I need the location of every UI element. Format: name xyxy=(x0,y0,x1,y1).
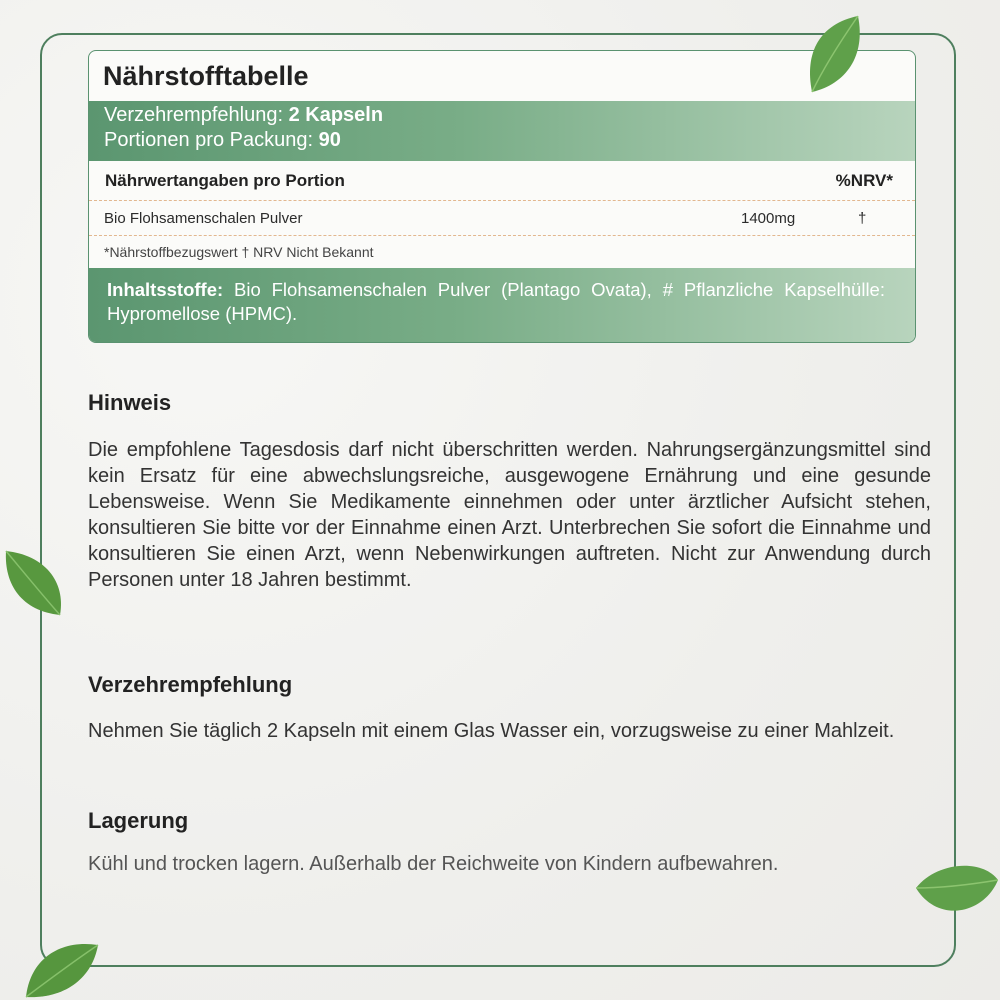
verzehr-text: Nehmen Sie täglich 2 Kapseln mit einem Glas Wasser ein, vorzugsweise zu einer Mahlzeit. xyxy=(88,720,895,742)
serving-info xyxy=(89,101,915,161)
lagerung-section xyxy=(88,808,931,877)
ingredients xyxy=(89,268,915,343)
lagerung-title: Lagerung xyxy=(88,808,189,833)
serving-label: Verzehrempfehlung: xyxy=(104,104,284,126)
table-footnote: *Nährstoffbezugswert † NRV Nicht Bekannt xyxy=(104,244,374,260)
leaf-icon xyxy=(20,935,100,1000)
row-nrv: † xyxy=(858,209,867,227)
leaf-icon xyxy=(912,858,1000,928)
row-name: Bio Flohsamenschalen Pulver xyxy=(104,209,303,227)
header-nrv: %NRV* xyxy=(835,170,893,190)
verzehr-title: Verzehrempfehlung xyxy=(88,672,293,697)
lagerung-text: Kühl und trocken lagern. Außerhalb der Reichweite von Kindern aufbewahren. xyxy=(88,853,779,875)
serving-line xyxy=(104,103,915,128)
ingredients-text: Bio Flohsamenschalen Pulver (Plantago Ovata), # Pflanzliche Kapselhülle: Hypromellose (HPMC). xyxy=(107,279,885,324)
hinweis-section xyxy=(88,390,931,593)
hinweis-text: Die empfohlene Tagesdosis darf nicht überschritten werden. Nahrungsergänzungsmittel sind kein Ersatz für eine abwechslungsreiche, ausgewogene Ernährung und eine gesunde Lebensweise. Wenn Sie Medikamente einnehmen oder unter ärztlicher Aufsicht stehen, konsultieren Sie bitte vor der Einnahme einen Arzt. Unterbrechen Sie sofort die Einnahme und konsultieren Sie einen Arzt, wenn Nebenwirkungen auftreten. Nicht zur Anwendung durch Personen unter 18 Jahren bestimmt. xyxy=(88,439,931,591)
row-amount: 1400mg xyxy=(741,209,796,227)
nutrition-table xyxy=(88,50,916,343)
table-row xyxy=(89,201,915,236)
verzehr-section xyxy=(88,672,931,744)
table-header xyxy=(89,161,915,201)
portions-value: 90 xyxy=(318,129,341,151)
leaf-icon xyxy=(0,545,70,620)
table-title: Nährstofftabelle xyxy=(103,60,309,91)
hinweis-title: Hinweis xyxy=(88,390,172,415)
header-label: Nährwertangaben pro Portion xyxy=(105,170,345,190)
ingredients-label: Inhaltsstoffe: xyxy=(107,279,224,300)
serving-value: 2 Kapseln xyxy=(288,104,384,126)
leaf-icon xyxy=(800,12,870,97)
portions-line xyxy=(104,128,915,153)
portions-label: Portionen pro Packung: xyxy=(104,129,314,151)
